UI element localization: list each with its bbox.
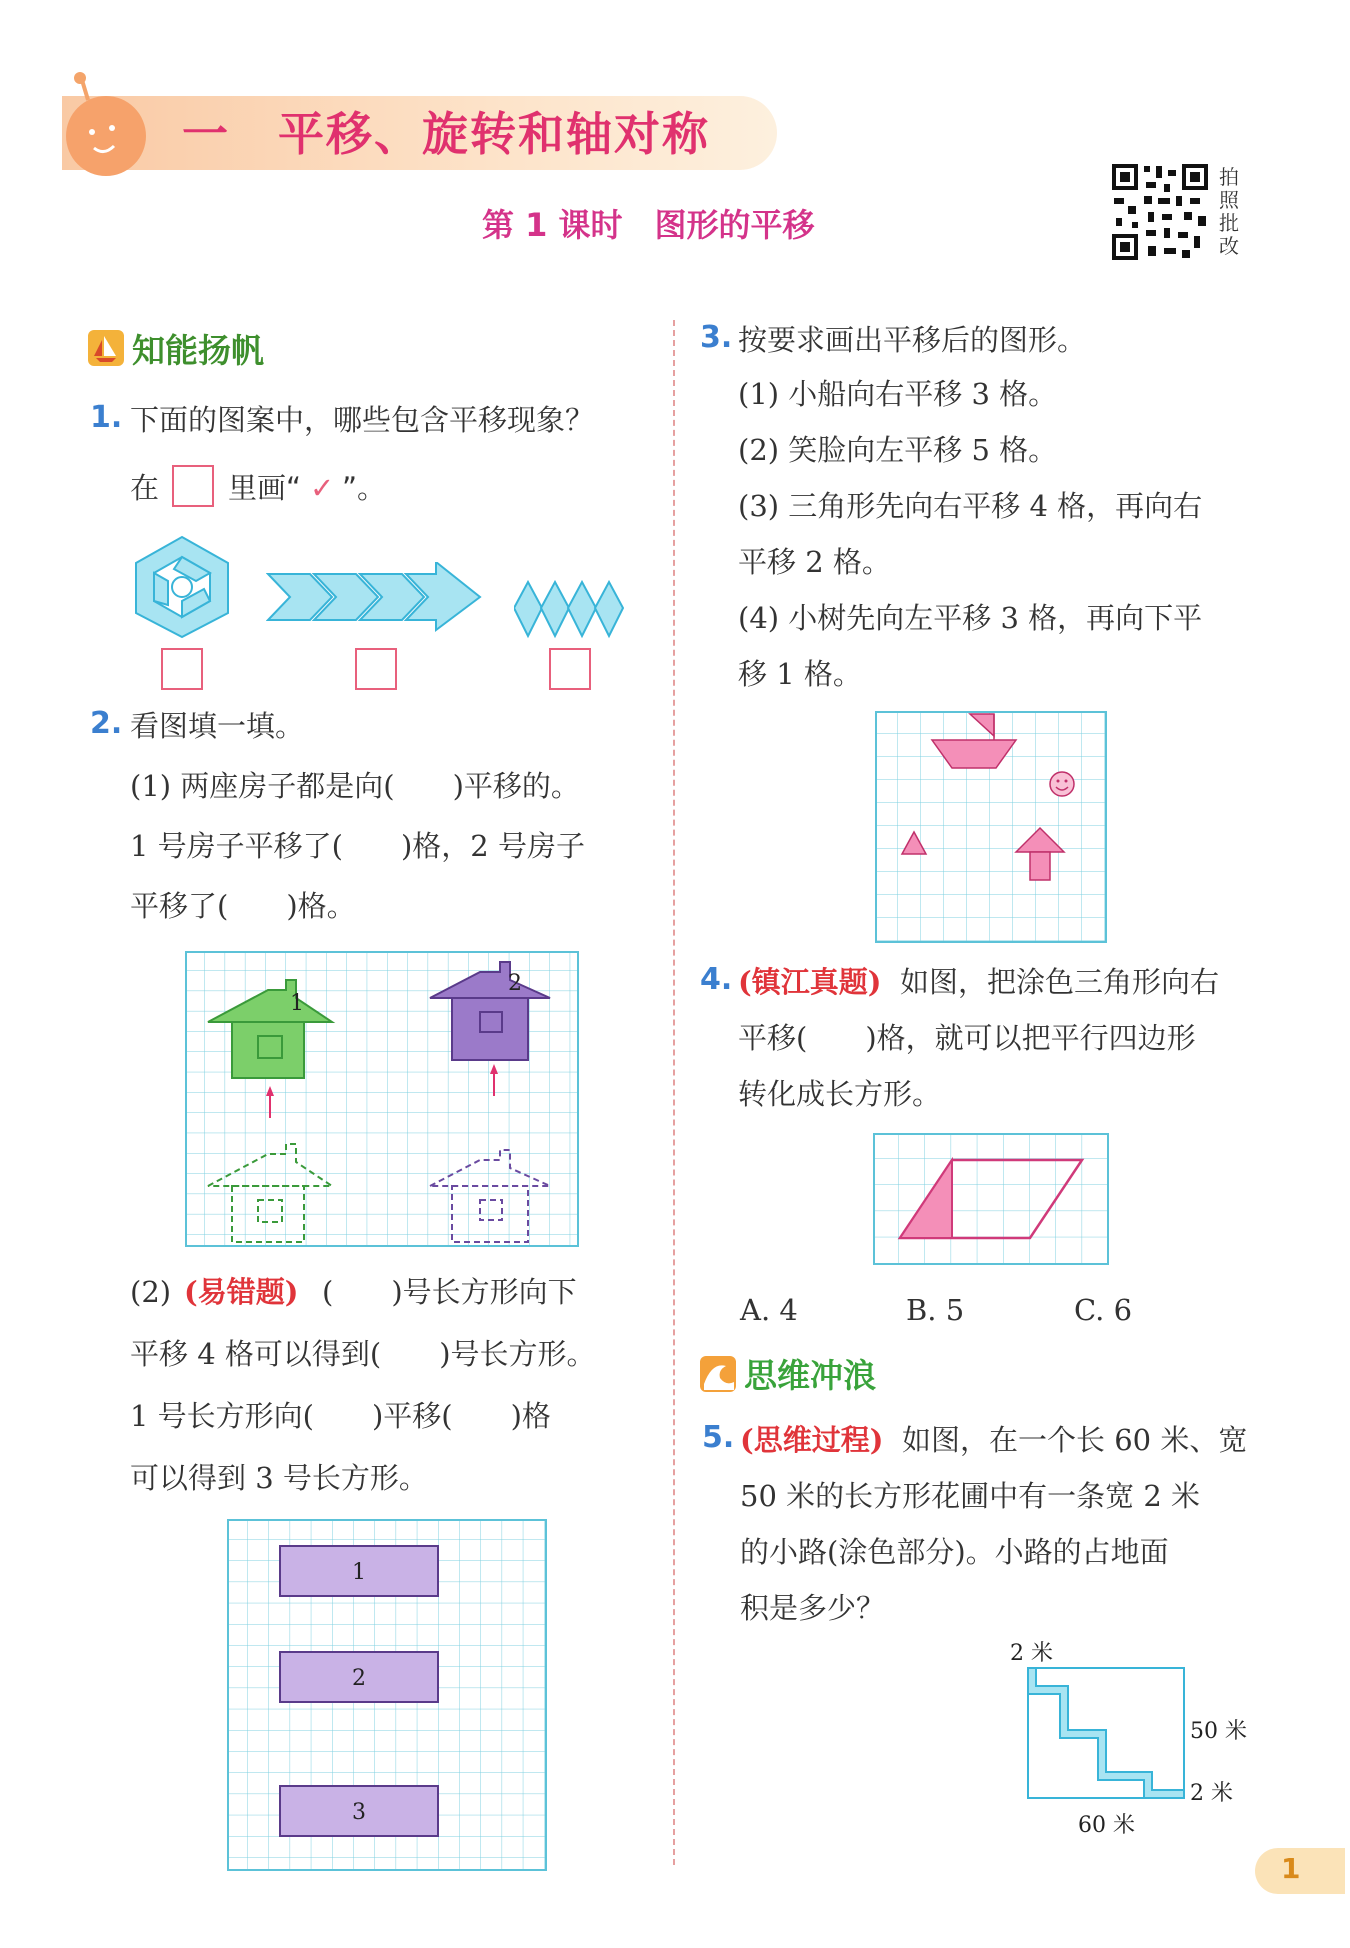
q5-line4: 积是多少？	[740, 1591, 886, 1625]
dim-right-label: 50 米	[1190, 1719, 1247, 1744]
house-2-label: 2	[508, 971, 522, 996]
q4-line1: 如图，把涂色三角形向右	[900, 965, 1220, 999]
q4-option-c[interactable]: C. 6	[1074, 1293, 1133, 1327]
q1-text-line1: 下面的图案中，哪些包含平移现象？	[130, 403, 595, 437]
q2-p1-line3: 平移了( )格。	[130, 889, 356, 923]
qr-label-char: 批	[1219, 211, 1239, 235]
page-number-badge	[1255, 1848, 1345, 1894]
q1-answer-box-2[interactable]	[355, 648, 397, 690]
dim-top-label: 2 米	[1010, 1641, 1053, 1666]
rectangle-2-label: 2	[352, 1666, 366, 1691]
q1-text-line2b: 里画“	[228, 471, 302, 505]
q2-p1-line2: 1 号房子平移了( )格，2 号房子	[130, 829, 585, 863]
q3-title: 按要求画出平移后的图形。	[738, 323, 1087, 357]
q1-answer-box-1[interactable]	[161, 648, 203, 690]
section-heading-basic: 知能扬帆	[132, 331, 264, 370]
q3-line6: 移 1 格。	[738, 657, 862, 691]
garden-path-figure	[1000, 1636, 1260, 1852]
diamond-row-figure	[514, 580, 624, 640]
q2-p2-line2: 平移 4 格可以得到( )号长方形。	[130, 1337, 596, 1371]
q3-line3: (3) 三角形先向右平移 4 格，再向右	[738, 489, 1203, 523]
q2-p2-tag: (易错题)	[184, 1275, 299, 1309]
q2-p2-line1: ( )号长方形向下	[322, 1275, 577, 1309]
page-number: 1	[1281, 1852, 1301, 1885]
rotation-hexagon-figure	[126, 535, 238, 639]
arrow-chain-figure	[266, 562, 486, 632]
q5-line2: 50 米的长方形花圃中有一条宽 2 米	[740, 1479, 1201, 1513]
unit-title: 一 平移、旋转和轴对称	[182, 107, 710, 161]
lesson-title: 第 1 课时 图形的平移	[482, 206, 815, 244]
qr-label	[1219, 166, 1243, 258]
rectangle-grid-figure	[226, 1518, 548, 1872]
q4-tag: (镇江真题)	[738, 965, 882, 999]
q4-line2: 平移( )格，就可以把平行四边形	[738, 1021, 1196, 1055]
q4-line3: 转化成长方形。	[738, 1077, 942, 1111]
q3-line4: 平移 2 格。	[738, 545, 891, 579]
qr-code[interactable]	[1110, 162, 1210, 262]
q5-number: 5.	[702, 1420, 735, 1455]
q4-option-b[interactable]: B. 5	[906, 1293, 965, 1327]
dim-bottom-label: 60 米	[1078, 1813, 1135, 1838]
q3-line5: (4) 小树先向左平移 3 格，再向下平	[738, 601, 1203, 635]
q2-title: 看图填一填。	[130, 709, 305, 743]
q5-tag: (思维过程)	[740, 1423, 884, 1457]
garden-path-shaded	[1028, 1668, 1184, 1798]
q3-number: 3.	[700, 320, 733, 355]
q5-line3: 的小路(涂色部分)。小路的占地面	[740, 1535, 1169, 1569]
section-heading-thinking: 思维冲浪	[744, 1356, 876, 1395]
q1-answer-box-3[interactable]	[549, 648, 591, 690]
house-grid-figure	[184, 950, 580, 1250]
q3-line1: (1) 小船向右平移 3 格。	[738, 377, 1058, 411]
qr-label-char: 照	[1219, 188, 1239, 212]
q1-text-line2c: ”。	[342, 471, 387, 505]
q2-p1-line1: (1) 两座房子都是向( )平移的。	[130, 769, 580, 803]
q2-p2-prefix: (2)	[130, 1275, 172, 1309]
column-divider	[673, 320, 675, 1865]
wave-icon	[700, 1356, 736, 1392]
q1-sample-box	[172, 465, 214, 507]
q4-number: 4.	[700, 962, 733, 997]
q2-p2-line4: 可以得到 3 号长方形。	[130, 1461, 428, 1495]
qr-label-char: 改	[1219, 234, 1239, 258]
sail-icon	[88, 330, 124, 366]
q1-text-line2a: 在	[130, 471, 160, 505]
q2-p2-line3: 1 号长方形向( )平移( )格	[130, 1399, 551, 1433]
mascot-sun-icon	[56, 66, 156, 176]
qr-label-char: 拍	[1219, 165, 1239, 189]
q4-option-a[interactable]: A. 4	[740, 1293, 798, 1327]
q1-number: 1.	[90, 400, 123, 435]
translation-grid-figure[interactable]	[874, 710, 1108, 944]
q3-line2: (2) 笑脸向左平移 5 格。	[738, 433, 1058, 467]
house-1-label: 1	[290, 991, 304, 1016]
rectangle-1-label: 1	[352, 1560, 366, 1585]
rectangle-3-label: 3	[352, 1800, 366, 1825]
dim-right-bottom-label: 2 米	[1190, 1781, 1233, 1806]
check-mark-icon: ✓	[310, 471, 335, 505]
smiley-face-icon	[1050, 772, 1074, 796]
q2-number: 2.	[90, 706, 123, 741]
parallelogram-grid-figure	[872, 1132, 1110, 1266]
q5-line1: 如图，在一个长 60 米、宽	[902, 1423, 1248, 1457]
